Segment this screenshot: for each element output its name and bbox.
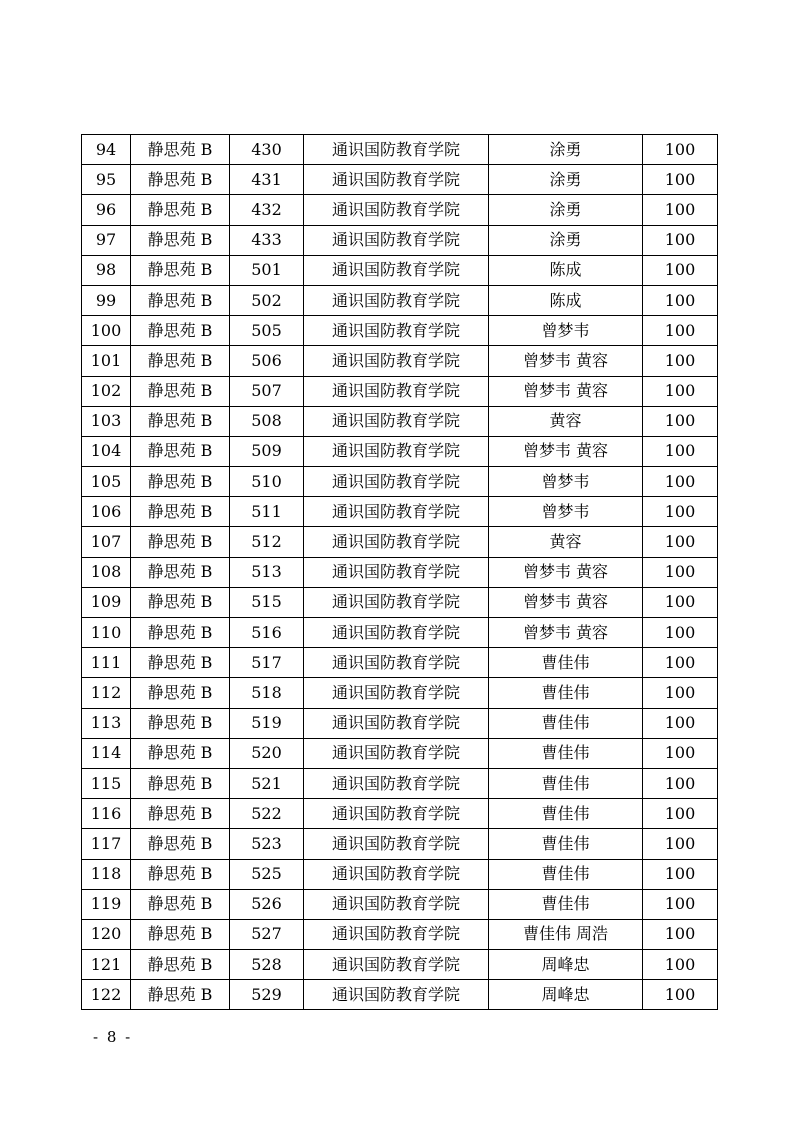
college-cell: 通识国防教育学院 — [304, 980, 489, 1010]
building-cell: 静思苑 B — [131, 557, 230, 587]
college-cell: 通识国防教育学院 — [304, 768, 489, 798]
teacher-cell: 曾梦韦 黄容 — [489, 346, 643, 376]
building-cell: 静思苑 B — [131, 285, 230, 315]
score-cell: 100 — [643, 557, 718, 587]
score-cell: 100 — [643, 285, 718, 315]
score-cell: 100 — [643, 618, 718, 648]
score-cell: 100 — [643, 859, 718, 889]
seq-cell: 101 — [82, 346, 131, 376]
table-row — [82, 165, 718, 195]
table-row — [82, 738, 718, 768]
teacher-cell: 曾梦韦 黄容 — [489, 557, 643, 587]
seq-cell: 112 — [82, 678, 131, 708]
dormitory-inspection-table — [81, 134, 718, 1010]
table-row — [82, 980, 718, 1010]
table-row — [82, 557, 718, 587]
college-cell: 通识国防教育学院 — [304, 346, 489, 376]
seq-cell: 121 — [82, 950, 131, 980]
table-row — [82, 768, 718, 798]
table-row — [82, 648, 718, 678]
college-cell: 通识国防教育学院 — [304, 648, 489, 678]
score-cell: 100 — [643, 346, 718, 376]
room-cell: 520 — [230, 738, 304, 768]
teacher-cell: 曾梦韦 黄容 — [489, 618, 643, 648]
building-cell: 静思苑 B — [131, 587, 230, 617]
building-cell: 静思苑 B — [131, 980, 230, 1010]
teacher-cell: 曾梦韦 黄容 — [489, 436, 643, 466]
table-row — [82, 467, 718, 497]
building-cell: 静思苑 B — [131, 919, 230, 949]
college-cell: 通识国防教育学院 — [304, 678, 489, 708]
seq-cell: 102 — [82, 376, 131, 406]
room-cell: 516 — [230, 618, 304, 648]
score-cell: 100 — [643, 708, 718, 738]
score-cell: 100 — [643, 527, 718, 557]
college-cell: 通识国防教育学院 — [304, 406, 489, 436]
room-cell: 527 — [230, 919, 304, 949]
score-cell: 100 — [643, 919, 718, 949]
table-row — [82, 135, 718, 165]
room-cell: 512 — [230, 527, 304, 557]
building-cell: 静思苑 B — [131, 859, 230, 889]
table-row — [82, 708, 718, 738]
college-cell: 通识国防教育学院 — [304, 738, 489, 768]
college-cell: 通识国防教育学院 — [304, 467, 489, 497]
college-cell: 通识国防教育学院 — [304, 527, 489, 557]
seq-cell: 117 — [82, 829, 131, 859]
table-row — [82, 587, 718, 617]
building-cell: 静思苑 B — [131, 799, 230, 829]
building-cell: 静思苑 B — [131, 255, 230, 285]
seq-cell: 95 — [82, 165, 131, 195]
room-cell: 501 — [230, 255, 304, 285]
seq-cell: 94 — [82, 135, 131, 165]
college-cell: 通识国防教育学院 — [304, 708, 489, 738]
seq-cell: 118 — [82, 859, 131, 889]
score-cell: 100 — [643, 255, 718, 285]
room-cell: 431 — [230, 165, 304, 195]
score-cell: 100 — [643, 980, 718, 1010]
room-cell: 523 — [230, 829, 304, 859]
table-row — [82, 376, 718, 406]
score-cell: 100 — [643, 467, 718, 497]
building-cell: 静思苑 B — [131, 497, 230, 527]
building-cell: 静思苑 B — [131, 165, 230, 195]
table-row — [82, 678, 718, 708]
teacher-cell: 曹佳伟 — [489, 859, 643, 889]
seq-cell: 122 — [82, 980, 131, 1010]
college-cell: 通识国防教育学院 — [304, 557, 489, 587]
table-row — [82, 919, 718, 949]
score-cell: 100 — [643, 376, 718, 406]
seq-cell: 111 — [82, 648, 131, 678]
score-cell: 100 — [643, 799, 718, 829]
college-cell: 通识国防教育学院 — [304, 376, 489, 406]
teacher-cell: 曾梦韦 — [489, 316, 643, 346]
building-cell: 静思苑 B — [131, 708, 230, 738]
table-row — [82, 285, 718, 315]
table-row — [82, 255, 718, 285]
room-cell: 509 — [230, 436, 304, 466]
seq-cell: 104 — [82, 436, 131, 466]
teacher-cell: 曹佳伟 — [489, 648, 643, 678]
room-cell: 507 — [230, 376, 304, 406]
score-cell: 100 — [643, 406, 718, 436]
teacher-cell: 涂勇 — [489, 225, 643, 255]
building-cell: 静思苑 B — [131, 768, 230, 798]
college-cell: 通识国防教育学院 — [304, 436, 489, 466]
teacher-cell: 涂勇 — [489, 165, 643, 195]
building-cell: 静思苑 B — [131, 135, 230, 165]
teacher-cell: 曹佳伟 — [489, 829, 643, 859]
college-cell: 通识国防教育学院 — [304, 829, 489, 859]
room-cell: 502 — [230, 285, 304, 315]
teacher-cell: 曹佳伟 — [489, 799, 643, 829]
building-cell: 静思苑 B — [131, 618, 230, 648]
teacher-cell: 曾梦韦 黄容 — [489, 587, 643, 617]
room-cell: 510 — [230, 467, 304, 497]
seq-cell: 115 — [82, 768, 131, 798]
college-cell: 通识国防教育学院 — [304, 859, 489, 889]
page-number: - 8 - — [93, 1028, 133, 1046]
score-cell: 100 — [643, 436, 718, 466]
score-cell: 100 — [643, 768, 718, 798]
room-cell: 433 — [230, 225, 304, 255]
room-cell: 430 — [230, 135, 304, 165]
college-cell: 通识国防教育学院 — [304, 497, 489, 527]
room-cell: 528 — [230, 950, 304, 980]
building-cell: 静思苑 B — [131, 346, 230, 376]
seq-cell: 107 — [82, 527, 131, 557]
score-cell: 100 — [643, 829, 718, 859]
seq-cell: 96 — [82, 195, 131, 225]
college-cell: 通识国防教育学院 — [304, 618, 489, 648]
college-cell: 通识国防教育学院 — [304, 919, 489, 949]
score-cell: 100 — [643, 135, 718, 165]
teacher-cell: 周峰忠 — [489, 980, 643, 1010]
teacher-cell: 曾梦韦 — [489, 497, 643, 527]
room-cell: 521 — [230, 768, 304, 798]
college-cell: 通识国防教育学院 — [304, 799, 489, 829]
score-cell: 100 — [643, 889, 718, 919]
building-cell: 静思苑 B — [131, 225, 230, 255]
building-cell: 静思苑 B — [131, 527, 230, 557]
room-cell: 529 — [230, 980, 304, 1010]
teacher-cell: 周峰忠 — [489, 950, 643, 980]
college-cell: 通识国防教育学院 — [304, 889, 489, 919]
room-cell: 517 — [230, 648, 304, 678]
college-cell: 通识国防教育学院 — [304, 165, 489, 195]
seq-cell: 116 — [82, 799, 131, 829]
building-cell: 静思苑 B — [131, 648, 230, 678]
table-row — [82, 195, 718, 225]
building-cell: 静思苑 B — [131, 829, 230, 859]
table-row — [82, 225, 718, 255]
score-cell: 100 — [643, 225, 718, 255]
college-cell: 通识国防教育学院 — [304, 135, 489, 165]
building-cell: 静思苑 B — [131, 467, 230, 497]
college-cell: 通识国防教育学院 — [304, 225, 489, 255]
seq-cell: 100 — [82, 316, 131, 346]
college-cell: 通识国防教育学院 — [304, 587, 489, 617]
score-cell: 100 — [643, 738, 718, 768]
table-row — [82, 527, 718, 557]
room-cell: 506 — [230, 346, 304, 376]
building-cell: 静思苑 B — [131, 376, 230, 406]
seq-cell: 109 — [82, 587, 131, 617]
teacher-cell: 曹佳伟 — [489, 708, 643, 738]
teacher-cell: 涂勇 — [489, 195, 643, 225]
table-row — [82, 859, 718, 889]
building-cell: 静思苑 B — [131, 316, 230, 346]
table-row — [82, 497, 718, 527]
room-cell: 518 — [230, 678, 304, 708]
seq-cell: 103 — [82, 406, 131, 436]
building-cell: 静思苑 B — [131, 950, 230, 980]
teacher-cell: 曾梦韦 黄容 — [489, 376, 643, 406]
seq-cell: 108 — [82, 557, 131, 587]
score-cell: 100 — [643, 165, 718, 195]
score-cell: 100 — [643, 316, 718, 346]
building-cell: 静思苑 B — [131, 738, 230, 768]
college-cell: 通识国防教育学院 — [304, 255, 489, 285]
room-cell: 519 — [230, 708, 304, 738]
room-cell: 513 — [230, 557, 304, 587]
seq-cell: 114 — [82, 738, 131, 768]
seq-cell: 105 — [82, 467, 131, 497]
building-cell: 静思苑 B — [131, 436, 230, 466]
teacher-cell: 曹佳伟 周浩 — [489, 919, 643, 949]
teacher-cell: 黄容 — [489, 527, 643, 557]
table-row — [82, 316, 718, 346]
table-row — [82, 950, 718, 980]
teacher-cell: 曹佳伟 — [489, 768, 643, 798]
score-cell: 100 — [643, 950, 718, 980]
seq-cell: 97 — [82, 225, 131, 255]
score-cell: 100 — [643, 678, 718, 708]
table-row — [82, 346, 718, 376]
college-cell: 通识国防教育学院 — [304, 285, 489, 315]
building-cell: 静思苑 B — [131, 678, 230, 708]
table-row — [82, 618, 718, 648]
teacher-cell: 曹佳伟 — [489, 678, 643, 708]
seq-cell: 119 — [82, 889, 131, 919]
table-row — [82, 889, 718, 919]
room-cell: 522 — [230, 799, 304, 829]
college-cell: 通识国防教育学院 — [304, 195, 489, 225]
score-cell: 100 — [643, 587, 718, 617]
teacher-cell: 黄容 — [489, 406, 643, 436]
college-cell: 通识国防教育学院 — [304, 950, 489, 980]
score-cell: 100 — [643, 497, 718, 527]
score-cell: 100 — [643, 648, 718, 678]
seq-cell: 106 — [82, 497, 131, 527]
room-cell: 508 — [230, 406, 304, 436]
room-cell: 525 — [230, 859, 304, 889]
building-cell: 静思苑 B — [131, 195, 230, 225]
seq-cell: 113 — [82, 708, 131, 738]
teacher-cell: 涂勇 — [489, 135, 643, 165]
teacher-cell: 曹佳伟 — [489, 889, 643, 919]
table-row — [82, 799, 718, 829]
room-cell: 515 — [230, 587, 304, 617]
seq-cell: 98 — [82, 255, 131, 285]
room-cell: 526 — [230, 889, 304, 919]
building-cell: 静思苑 B — [131, 406, 230, 436]
teacher-cell: 陈成 — [489, 285, 643, 315]
table-body — [82, 135, 718, 1010]
teacher-cell: 曾梦韦 — [489, 467, 643, 497]
room-cell: 511 — [230, 497, 304, 527]
seq-cell: 120 — [82, 919, 131, 949]
room-cell: 432 — [230, 195, 304, 225]
table-row — [82, 829, 718, 859]
table-row — [82, 406, 718, 436]
room-cell: 505 — [230, 316, 304, 346]
table-row — [82, 436, 718, 466]
building-cell: 静思苑 B — [131, 889, 230, 919]
seq-cell: 99 — [82, 285, 131, 315]
seq-cell: 110 — [82, 618, 131, 648]
score-cell: 100 — [643, 195, 718, 225]
college-cell: 通识国防教育学院 — [304, 316, 489, 346]
teacher-cell: 曹佳伟 — [489, 738, 643, 768]
teacher-cell: 陈成 — [489, 255, 643, 285]
